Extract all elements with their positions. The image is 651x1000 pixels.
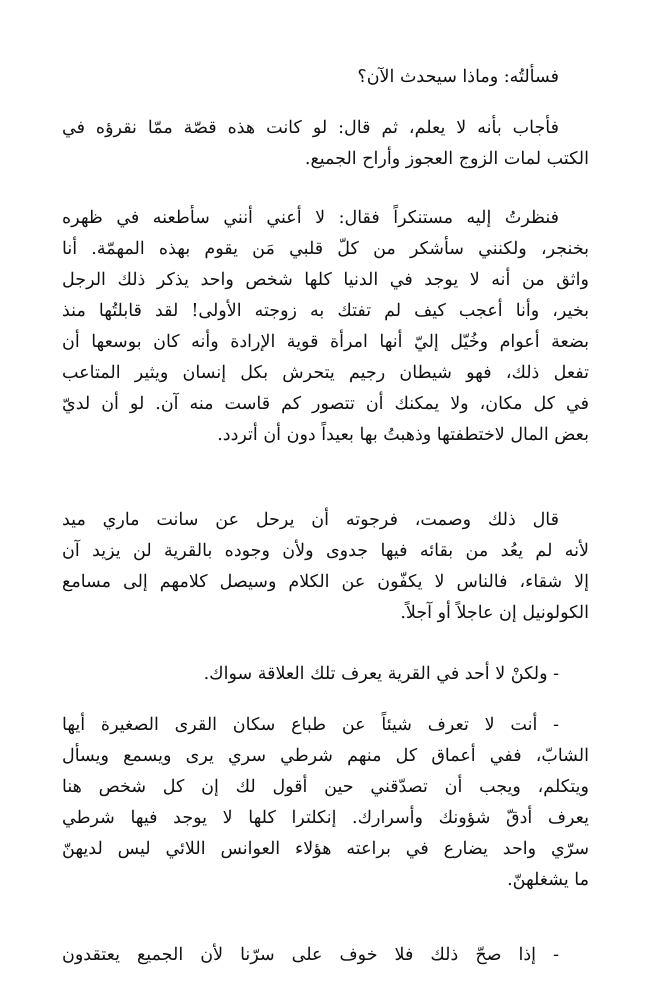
- text-line: فسألتُه: وماذا سيحدث الآن؟: [357, 67, 559, 87]
- text-line: ويتكلم، ويجب أن تصدّقني حين أقول لك إن كل شخص هنا: [62, 777, 589, 797]
- text-line: بعض المال لاختطفتها وذهبتُ بها بعيداً دون أن أتردد.: [217, 425, 589, 445]
- text-line: الكتب لمات الزوج العجوز وأراح الجميع.: [304, 149, 589, 169]
- text-line: - إذا صحّ ذلك فلا خوف على سرّنا لأن الجميع يعتقدون: [62, 945, 559, 965]
- text-line: فأجاب بأنه لا يعلم، ثم قال: لو كانت هذه قصّة ممّا نقرؤه في: [62, 118, 559, 138]
- text-line: الشابّ، ففي أعماق كل منهم شرطي سري يرى ويسمع ويسأل: [62, 746, 589, 766]
- text-line: بخير، وأنا أعجب كيف لم تفتك به زوجته الأولى! لقد قابلتُها منذ: [62, 301, 589, 321]
- text-line: واثق من أنه لا يوجد في الدنيا كلها شخص واحد يذكر ذلك الرجل: [62, 270, 589, 290]
- paragraph-2: [62, 113, 589, 175]
- text-line: فنظرتُ إليه مستنكراً فقال: لا أعني أنني سأطعنه في ظهره: [62, 208, 559, 228]
- text-line: لأنه لم يعُد من بقائه فيها جدوى ولأن وجوده بالقرية لن يزيد آن: [62, 541, 589, 561]
- text-line: في كل مكان، ولا يمكنك أن تتصور كم قاست منه آن. لو أن لديّ: [62, 394, 589, 414]
- text-line: - ولكنْ لا أحد في القرية يعرف تلك العلاقة سواك.: [203, 664, 559, 684]
- text-line: الكولونيل إن عاجلاً أو آجلاً.: [400, 603, 589, 623]
- paragraph-3: [62, 203, 589, 451]
- text-line: ما يشغلهنّ.: [507, 870, 589, 890]
- text-line: بضعة أعوام وخُيّل إليّ أنها امرأة قوية الإرادة وأنه كان بوسعها أن: [62, 332, 589, 352]
- text-line: - أنت لا تعرف شيئاً عن طباع سكان القرى الصغيرة أيها: [62, 715, 559, 735]
- paragraph-4: [62, 505, 589, 629]
- paragraph-1: [62, 62, 589, 93]
- paragraph-5: [62, 659, 589, 690]
- text-line: بخنجر، ولكنني سأشكر من كلّ قلبي مَن يقوم بهذه المهمّة. أنا: [62, 239, 589, 259]
- paragraph-7: [62, 940, 589, 971]
- text-line: قال ذلك وصمت، فرجوته أن يرحل عن سانت ماري ميد: [62, 510, 559, 530]
- text-line: تفعل ذلك، فهو شيطان رجيم يتحرش بكل إنسان ويثير المتاعب: [62, 363, 589, 383]
- text-line: إلا شقاء، فالناس لا يكفّون عن الكلام وسيصل كلامهم إلى مسامع: [62, 572, 589, 592]
- text-line: يعرف أدقّ شؤونك وأسرارك. إنكلترا كلها لا يوجد فيها شرطي: [62, 808, 589, 828]
- text-line: سرّي واحد يضارع في براعته هؤلاء العوانس اللائي ليس لديهنّ: [62, 839, 589, 859]
- paragraph-6: [62, 710, 589, 896]
